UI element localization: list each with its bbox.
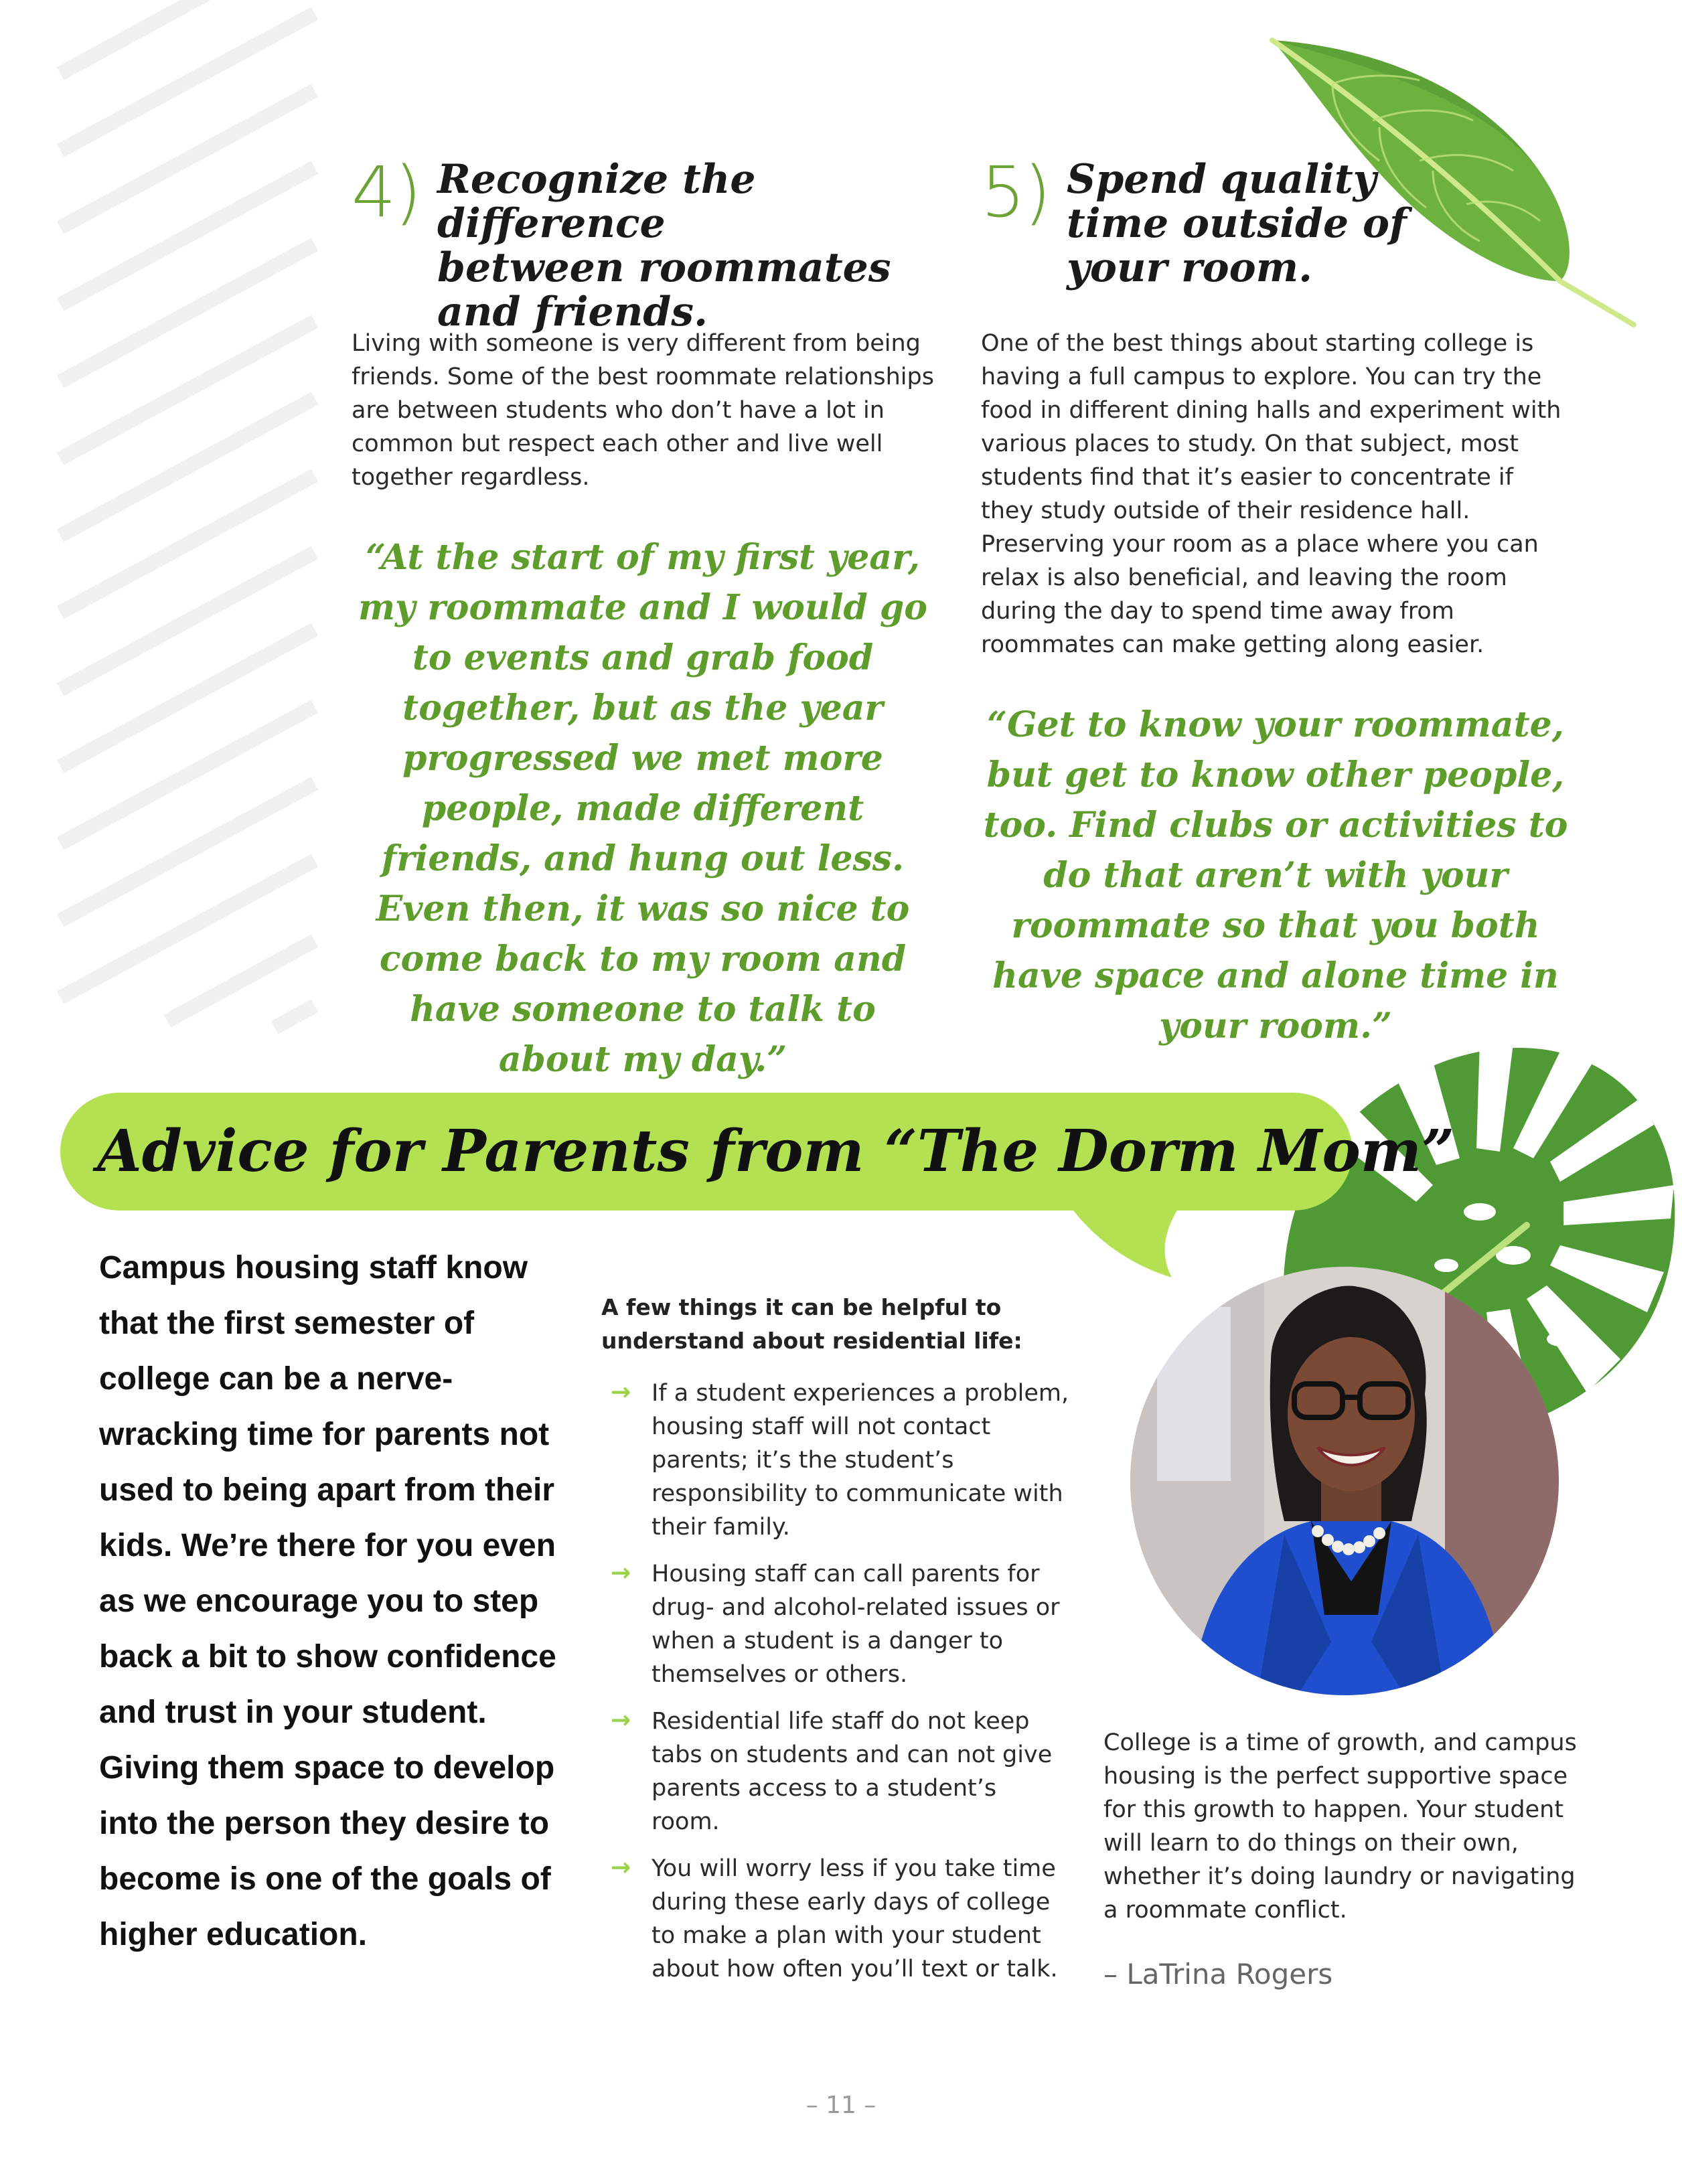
decorative-stripes [0, 0, 321, 1044]
list-item [601, 1377, 1070, 1544]
list-item [601, 1705, 1070, 1839]
tip-body: One of the best things about starting college is having a full campus to explore. You can try the food in different dining halls and experiment with various places to study. On that subject, most students find that it’s easier to concentrate if they study outside of their residence hall. Preserving your room as a place where you can relax is also beneficial, and leaving the room during the day to spend time away from roommates can make getting along easier. [981, 330, 1561, 658]
tip-quote: “At the start of my first year, my roommate and I would go to events and grab food together, but as the year progressed we met more people, made different friends, and hung out less. Even then, it was so nice to come back to my room and have someone to talk to about my day.” [358, 537, 927, 1080]
arrow-right-icon: → [611, 1559, 631, 1587]
tip-title-line: Recognize the difference [437, 156, 756, 247]
page-number: – 11 – [806, 2092, 876, 2119]
banner-tail [1065, 1198, 1185, 1279]
tip-number: 5) [981, 151, 1050, 233]
tip-title-line: Spend quality [1067, 156, 1377, 203]
advice-lead: Campus housing staff know that the first semester of college can be a nerve-wracking time for parents not used to being apart from their kids. We’re there for you even as we encourage you to step back a bit to show confidence and trust in your student. Giving them space to develop into the person they desire to become is one of the goals of higher education. [99, 1250, 556, 1952]
tip-body: Living with someone is very different from being friends. Some of the best roommate relationships are between students who don’t have a lot in common but respect each other and live well together regardless. [352, 330, 934, 491]
advice-list [601, 1291, 1070, 1999]
list-item [601, 1557, 1070, 1691]
list-intro: A few things it can be helpful to understand about residential life: [601, 1294, 1022, 1354]
tip-title-line: your room. [1067, 244, 1313, 291]
list-item [601, 1852, 1070, 1986]
tip-title-line: and friends. [437, 289, 708, 335]
tip-quote: “Get to know your roommate, but get to know other people, too. Find clubs or activities to do that aren’t with your roommate so that you both have space and alone time in your room.” [983, 704, 1568, 1046]
tip-number: 4) [352, 151, 420, 233]
tip-title-line: between roommates [437, 244, 891, 291]
banner-title: Advice for Parents from “The Dorm Mom” [97, 1117, 1455, 1185]
portrait-photo [1130, 1267, 1559, 1695]
tip-title-line: time outside of [1067, 200, 1407, 247]
arrow-right-icon: → [611, 1707, 631, 1734]
list-item-text: You will worry less if you take time during these early days of college to make a plan with your student about how often you’ll text or talk. [652, 1855, 1058, 1982]
list-item-text: If a student experiences a problem, housing staff will not contact parents; it’s the student’s responsibility to communicate with their family. [652, 1380, 1069, 1541]
attribution: – LaTrina Rogers [1103, 1958, 1333, 1991]
arrow-right-icon: → [611, 1854, 631, 1881]
list-item-text: Residential life staff do not keep tabs on students and can not give parents access to a student’s room. [652, 1708, 1053, 1835]
list-item-text: Housing staff can call parents for drug- and alcohol-related issues or when a student is a danger to themselves or others. [652, 1561, 1060, 1688]
arrow-right-icon: → [611, 1379, 631, 1406]
closing-paragraph: College is a time of growth, and campus housing is the perfect supportive space for this growth to happen. Your student will learn to do things on their own, whether it’s doing laundry or navigating a roommate conflict. [1103, 1729, 1577, 1924]
